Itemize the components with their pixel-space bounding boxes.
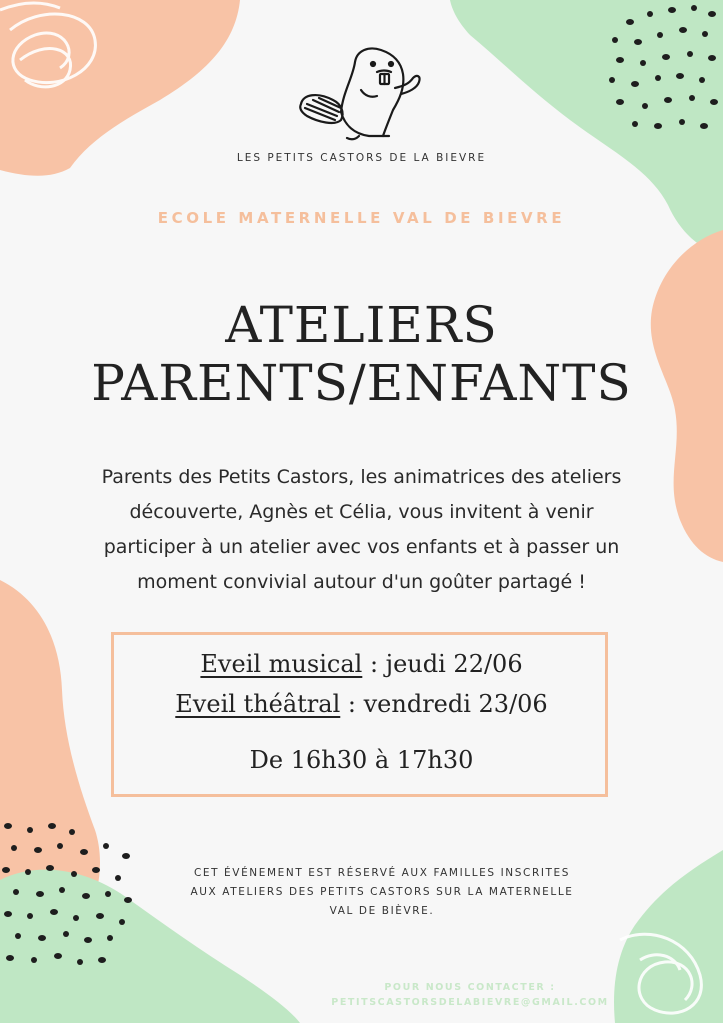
event-musical [0,650,723,678]
event-name: Eveil théâtral [175,690,341,718]
notice-line: VAL DE BIÈVRE. [329,905,435,917]
intro-paragraph [60,460,663,600]
event-name: Eveil musical [200,650,363,678]
intro-line: découverte, Agnès et Célia, vous invitent à venir [129,501,594,523]
title-line-1: ATELIERS [225,296,498,354]
beaver-icon [293,42,433,142]
school-subtitle: ECOLE MATERNELLE VAL DE BIEVRE [157,209,566,227]
title-line-2: PARENTS/ENFANTS [91,354,632,412]
contact-email[interactable]: PETITSCASTORSDELABIEVRE@GMAIL.COM [331,997,609,1008]
intro-line: moment convivial autour d'un goûter partagé ! [137,571,586,593]
notice-line: CET ÉVÉNEMENT EST RÉSERVÉ AUX FAMILLES INSCRITES [193,867,571,879]
notice [150,864,614,921]
notice-line: AUX ATELIERS DES PETITS CASTORS SUR LA MATERNELLE [190,886,574,898]
contact-label: POUR NOUS CONTACTER : [384,982,556,993]
event-date: : jeudi 22/06 [362,650,523,678]
event-date: : vendredi 23/06 [340,690,548,718]
page-title [0,296,723,412]
event-theatre [0,690,723,718]
contact [300,980,640,1010]
school-name: LES PETITS CASTORS DE LA BIEVRE [236,152,487,164]
event-time: De 16h30 à 17h30 [249,746,474,774]
intro-line: participer à un atelier avec vos enfants et à passer un [103,536,620,558]
intro-line: Parents des Petits Castors, les animatrices des ateliers [101,466,622,488]
